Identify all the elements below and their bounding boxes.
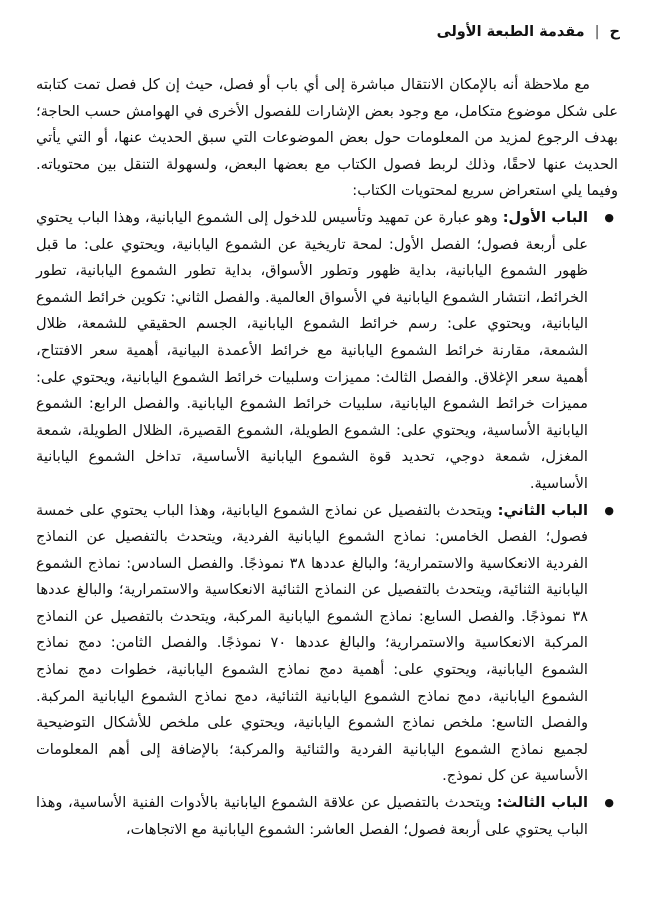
chapter-item-1 <box>36 205 618 498</box>
chapter-item-2 <box>36 498 618 791</box>
chapter-item-3 <box>36 790 618 843</box>
page-body <box>36 72 618 843</box>
chapter-term: الباب الثالث: <box>496 794 588 812</box>
chapter-term: الباب الأول: <box>502 208 589 226</box>
section-title: مقدمة الطبعة الأولى <box>436 24 585 40</box>
running-header <box>40 20 620 44</box>
page-letter: ح <box>609 24 620 40</box>
chapter-description: ويتحدث بالتفصيل عن علاقة الشموع اليابانية بالأدوات الفنية الأساسية، وهذا الباب يحتوي على أربعة فصول؛ الفصل العاشر: الشموع اليابانية مع الاتجاهات، <box>36 794 588 838</box>
chapter-list <box>36 205 618 843</box>
header-separator: | <box>594 24 600 40</box>
intro-paragraph: مع ملاحظة أنه بالإمكان الانتقال مباشرة إلى أي باب أو فصل، حيث إن كل فصل تمت كتابته على شكل موضوع متكامل، مع وجود بعض الإشارات للفصول الأخرى في الهوامش حسب الحاجة؛ بهدف الرجوع لمزيد من المعلومات حول بعض الموضوعات التي سبق الحديث عنها، أو التي يأتي الحديث عنها لاحقًا، وذلك لربط فصول الكتاب مع بعضها البعض، ولسهولة التنقل بين محتوياته. وفيما يلي استعراض سريع لمحتويات الكتاب: <box>36 76 618 200</box>
chapter-term: الباب الثاني: <box>497 501 588 519</box>
chapter-description: وهو عبارة عن تمهيد وتأسيس للدخول إلى الشموع اليابانية، وهذا الباب يحتوي على أربعة فصول؛ الفصل الأول: لمحة تاريخية عن الشموع اليابانية، ويحتوي على: ما قبل ظهور الشموع اليابانية، بداية ظهور وتطور الأسواق، بداية تطور الشموع اليابانية، تطور الخرائط، انتشار الشموع اليابانية في الأسواق العالمية. والفصل الثاني: تكوين خرائط الشموع اليابانية، ويحتوي على: رسم خرائط الشموع اليابانية، الجسم الحقيقي للشمعة، ظلال الشمعة، مقارنة خرائط الشموع اليابانية مع خرائط الأعمدة البيانية، أهمية سعر الافتتاح، أهمية سعر الإغلاق. والفصل الثالث: مميزات وسلبيات خرائط الشموع اليابانية، ويحتوي على: مميزات خرائط الشموع اليابانية، سلبيات خرائط الشموع اليابانية. والفصل الرابع: الشموع اليابانية الأساسية، ويحتوي على: الشموع الطويلة، الشموع القصيرة، الظلال الطويلة، شمعة المغزل، شمعة دوجي، تحديد قوة الشموع اليابانية الأساسية، تداخل الشموع اليابانية الأساسية. <box>36 208 588 492</box>
chapter-description: ويتحدث بالتفصيل عن نماذج الشموع اليابانية، وهذا الباب يحتوي على خمسة فصول؛ الفصل الخامس: نماذج الشموع اليابانية الفردية، ويتحدث بالتفصيل عن النماذج الفردية الانعكاسية والاستمرارية؛ والبالغ عددها ٣٨ نموذجًا. والفصل السادس: نماذج الشموع اليابانية الثنائية، ويتحدث بالتفصيل عن النماذج الثنائية الانعكاسية والاستمرارية؛ والبالغ عددها ٣٨ نموذجًا. والفصل السابع: نماذج الشموع اليابانية المركبة، ويتحدث بالتفصيل عن النماذج المركبة الانعكاسية والاستمرارية؛ والبالغ عددها ٧٠ نموذجًا. والفصل الثامن: دمج نماذج الشموع اليابانية، ويحتوي على: أهمية دمج نماذج الشموع اليابانية، خطوات دمج نماذج الشموع اليابانية، دمج نماذج الشموع اليابانية الثنائية، دمج نماذج الشموع اليابانية المركبة. والفصل التاسع: ملخص نماذج الشموع اليابانية، ويحتوي على ملخص للأشكال التوضيحية لجميع نماذج الشموع اليابانية الفردية والثنائية والمركبة؛ بالإضافة إلى أهم المعلومات الأساسية عن كل نموذج. <box>36 501 588 785</box>
